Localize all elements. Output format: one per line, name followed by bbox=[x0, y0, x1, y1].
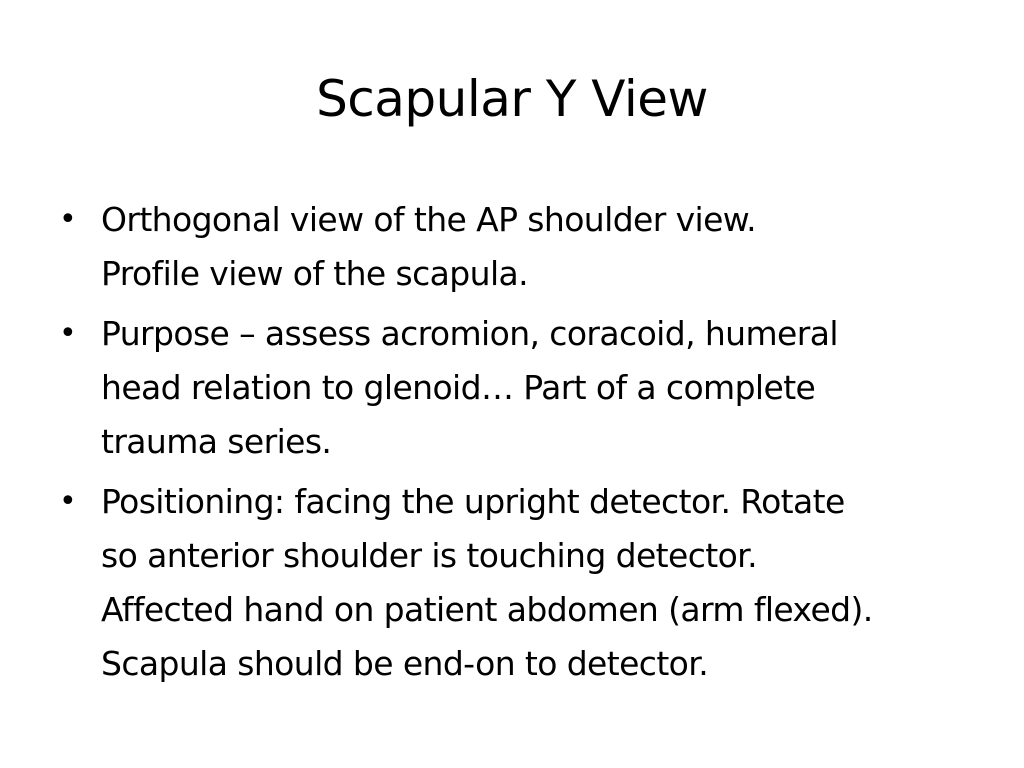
bullet-text-line: Profile view of the scapula. bbox=[101, 254, 529, 293]
bullet-item-2 bbox=[57, 307, 997, 469]
bullet-text-line: Positioning: facing the upright detector. Rotate bbox=[101, 482, 845, 521]
bullet-text-line: trauma series. bbox=[101, 422, 332, 461]
bullet-text-line: head relation to glenoid… Part of a complete bbox=[101, 368, 816, 407]
bullet-marker: • bbox=[59, 484, 77, 519]
bullet-marker: • bbox=[59, 202, 77, 237]
bullet-text-line: Purpose – assess acromion, coracoid, humeral bbox=[101, 314, 838, 353]
bullet-text-line: Orthogonal view of the AP shoulder view. bbox=[101, 200, 757, 239]
bullet-list bbox=[57, 193, 997, 697]
slide-title: Scapular Y View bbox=[316, 70, 708, 128]
bullet-text-line: Scapula should be end-on to detector. bbox=[101, 644, 709, 683]
bullet-text-line: Affected hand on patient abdomen (arm flexed). bbox=[101, 590, 873, 629]
bullet-marker: • bbox=[59, 316, 77, 351]
bullet-item-3 bbox=[57, 475, 997, 691]
bullet-item-1 bbox=[57, 193, 997, 301]
bullet-text-line: so anterior shoulder is touching detector. bbox=[101, 536, 757, 575]
